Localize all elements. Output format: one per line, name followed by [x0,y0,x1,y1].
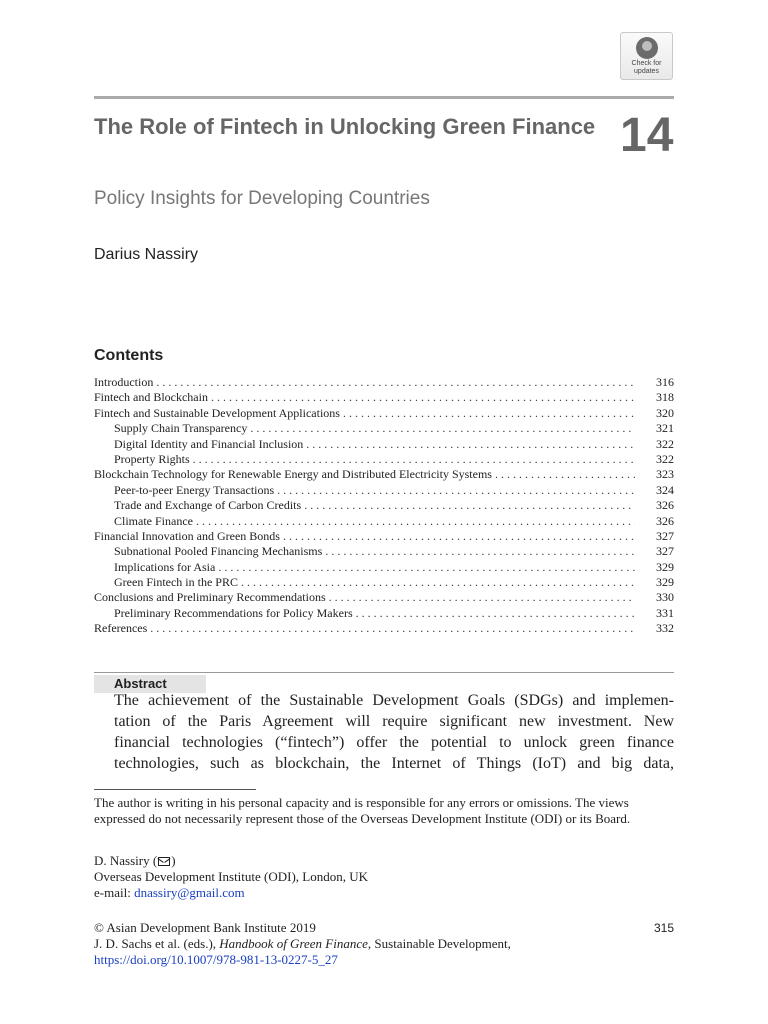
toc-entry-page: 322 [656,451,674,466]
toc-entry-page: 321 [656,421,674,436]
affiliation-name: D. Nassiry ( [94,853,158,868]
toc-leader-dots [356,606,635,621]
toc-leader-dots [196,514,635,529]
affiliation-email-line [94,885,674,901]
badge-line-1: Check for [631,60,662,67]
badge-line-2: updates [634,67,659,75]
citation-suffix: , Sustainable Development, [367,936,511,951]
affiliation-institute: Overseas Development Institute (ODI), London, UK [94,869,369,884]
toc-entry-page: 318 [656,390,674,405]
toc-leader-dots [325,544,635,559]
toc-entry-page: 329 [656,575,674,590]
page-number: 315 [653,921,674,935]
email-label: e-mail: [94,885,135,900]
toc-leader-dots [329,590,635,605]
toc-entry-title: Supply Chain Transparency [114,421,248,436]
toc-entry-title: Conclusions and Preliminary Recommendations [94,590,326,605]
toc-entry-title: Implications for Asia [114,559,216,574]
toc-entry[interactable] [94,606,674,621]
envelope-icon [158,857,170,866]
toc-entry-title: Blockchain Technology for Renewable Energy and Distributed Electricity Systems [94,467,492,482]
doi-link[interactable]: https://doi.org/10.1007/978-981-13-0227-5_27 [94,952,338,967]
toc-entry[interactable] [94,452,674,467]
abstract-line: financial technologies (“fintech”) offer the potential to unlock green finance [114,734,674,751]
toc-entry-title: Peer-to-peer Energy Transactions [114,482,275,497]
toc-leader-dots [193,452,635,467]
toc-entry-page: 326 [656,513,674,528]
toc-entry[interactable] [94,498,674,513]
toc-leader-dots [495,467,635,482]
citation-line [94,936,674,952]
toc-entry-page: 332 [656,621,674,636]
toc-leader-dots [250,421,635,436]
toc-entry[interactable] [94,406,674,421]
affiliation-name-close: ) [171,853,176,868]
toc-entry-title: Property Rights [114,451,190,466]
toc-leader-dots [343,406,635,421]
chapter-title: The Role of Fintech in Unlocking Green Finance [94,114,596,139]
toc-entry-title: Climate Finance [114,513,193,528]
toc-entry[interactable] [94,390,674,405]
toc-entry[interactable] [94,544,674,559]
footnote: The author is writing in his personal capacity and is responsible for any errors or omissions. The views expressed do not necessarily represent those of the Overseas Development Institute (ODI) or its Board. [94,795,631,826]
toc-entry[interactable] [94,621,674,636]
toc-leader-dots [283,529,635,544]
toc-leader-dots [304,498,635,513]
toc-entry-title: Green Fintech in the PRC [114,575,238,590]
toc-entry[interactable] [94,467,674,482]
check-for-updates-badge[interactable] [620,32,673,80]
toc-leader-dots [150,621,635,636]
publication-info [94,920,674,968]
toc-entry-page: 324 [656,482,674,497]
toc-entry-page: 326 [656,498,674,513]
footnote-rule [94,789,256,790]
abstract-label: Abstract [94,675,206,693]
citation-prefix: J. D. Sachs et al. (eds.), [94,936,220,951]
contents-heading: Contents [94,347,164,364]
abstract-line: The achievement of the Sustainable Development Goals (SDGs) and implemen- [114,692,674,709]
toc-leader-dots [241,575,635,590]
citation-book: Handbook of Green Finance [219,936,368,951]
header-rule [94,96,674,99]
toc-entry-title: Introduction [94,375,154,389]
toc-entry-page: 323 [656,467,674,482]
toc-entry-title: Digital Identity and Financial Inclusion [114,436,304,451]
toc-entry-page: 320 [656,405,674,420]
toc-entry-page: 329 [656,559,674,574]
toc-entry-title: Financial Innovation and Green Bonds [94,528,280,543]
chapter-number: 14 [620,109,674,162]
table-of-contents [94,375,674,637]
toc-leader-dots [156,375,635,390]
toc-entry-title: Trade and Exchange of Carbon Credits [114,498,302,513]
author-affiliation [94,853,674,901]
toc-entry[interactable] [94,560,674,575]
toc-entry-page: 327 [656,544,674,559]
toc-leader-dots [306,437,635,452]
toc-entry[interactable] [94,590,674,605]
toc-entry[interactable] [94,375,674,390]
abstract-line: tation of the Paris Agreement will require significant new investment. New [114,713,674,730]
toc-leader-dots [211,390,635,405]
abstract-line: technologies, such as blockchain, the Internet of Things (IoT) and big data, [114,755,674,772]
toc-entry[interactable] [94,437,674,452]
check-updates-icon [636,37,658,59]
author-name: Darius Nassiry [94,246,199,263]
toc-entry-title: References [94,621,148,636]
toc-entry-title: Subnational Pooled Financing Mechanisms [114,544,323,559]
toc-entry[interactable] [94,421,674,436]
abstract-divider [94,672,674,673]
abstract-text [114,690,674,774]
toc-leader-dots [277,483,635,498]
toc-entry-page: 316 [656,375,674,389]
chapter-subtitle: Policy Insights for Developing Countries [94,188,430,209]
toc-entry-page: 330 [656,590,674,605]
toc-entry[interactable] [94,529,674,544]
toc-entry-page: 327 [656,528,674,543]
toc-entry[interactable] [94,483,674,498]
toc-entry[interactable] [94,514,674,529]
affiliation-name-line [94,853,674,869]
toc-entry-title: Fintech and Blockchain [94,390,208,405]
email-link[interactable]: dnassiry@gmail.com [134,885,245,900]
toc-entry-title: Preliminary Recommendations for Policy Makers [114,605,353,620]
toc-entry-page: 322 [656,436,674,451]
toc-entry[interactable] [94,575,674,590]
toc-entry-page: 331 [656,605,674,620]
copyright-line: © Asian Development Bank Institute 2019 [94,920,316,935]
toc-leader-dots [218,560,635,575]
toc-entry-title: Fintech and Sustainable Development Applications [94,405,340,420]
